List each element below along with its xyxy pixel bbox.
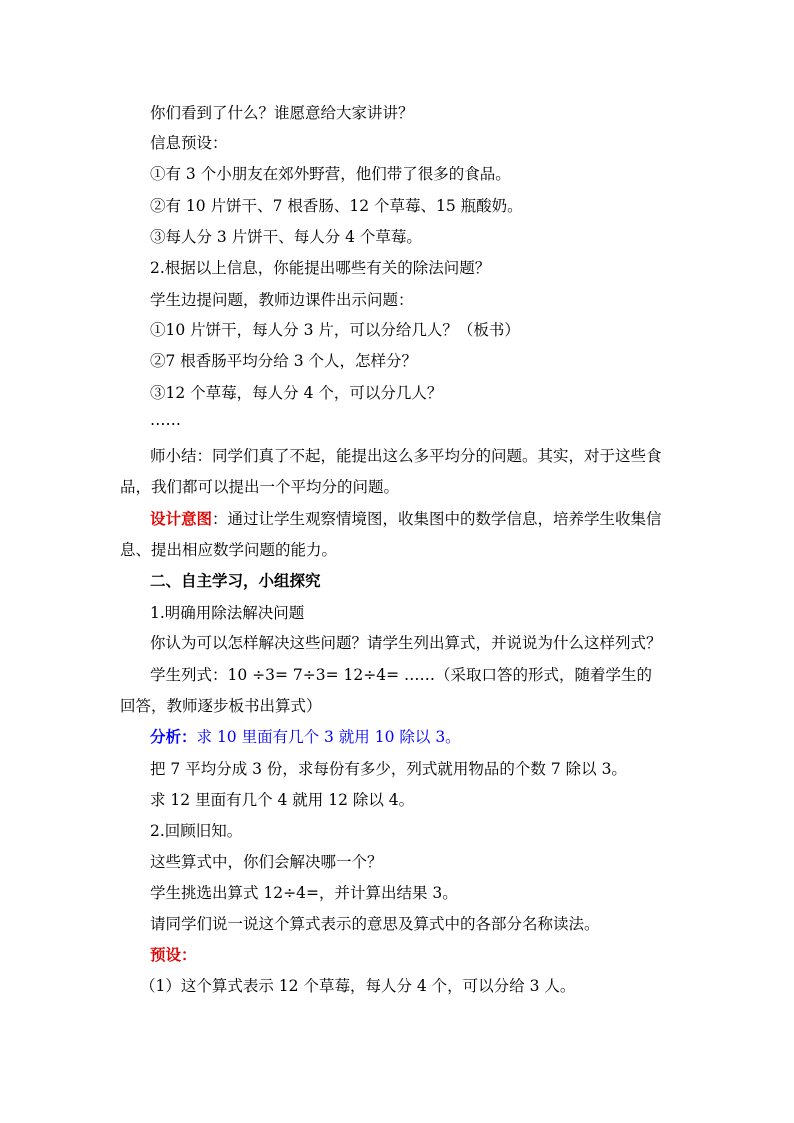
text-line: （1）这个算式表示 12 个草莓，每人分 4 个，可以分给 3 人。 xyxy=(140,977,576,995)
text-line: 求 12 里面有几个 4 就用 12 除以 4。 xyxy=(150,791,415,809)
text-line: 你认为可以怎样解决这些问题？请学生列出算式，并说说为什么这样列式？ xyxy=(150,634,662,652)
analysis-label: 分析： xyxy=(150,727,197,746)
text-line: ②7 根香肠平均分给 3 个人，怎样分？ xyxy=(150,352,418,370)
text-line: 学生列式：10 ÷3= 7÷3= 12÷4= ……（采取口答的形式，随着学生的 xyxy=(150,666,653,684)
design-intent-line xyxy=(150,509,710,529)
text-line: ①有 3 个小朋友在郊外野营，他们带了很多的食品。 xyxy=(150,165,511,183)
text-line: 请同学们说一说这个算式表示的意思及算式中的各部分名称读法。 xyxy=(150,915,600,933)
text-line: ③每人分 3 片饼干、每人分 4 个草莓。 xyxy=(150,228,422,246)
analysis-text: 求 10 里面有几个 3 就用 10 除以 3。 xyxy=(196,728,461,746)
text-line: 信息预设： xyxy=(150,134,228,152)
text-line: 品，我们都可以提出一个平均分的问题。 xyxy=(120,478,400,496)
design-intent-text: ：通过让学生观察情境图，收集图中的数学信息，培养学生收集信 xyxy=(212,510,662,528)
text-line: 师小结：同学们真了不起，能提出这么多平均分的问题。其实，对于这些食 xyxy=(150,447,662,465)
text-line: 2.根据以上信息，你能提出哪些有关的除法问题？ xyxy=(150,259,491,277)
preset-label: 预设： xyxy=(150,945,197,964)
text-line: ②有 10 片饼干、7 根香肠、12 个草莓、15 瓶酸奶。 xyxy=(150,197,523,215)
text-line: 学生挑选出算式 12÷4=，并计算出结果 3。 xyxy=(150,884,458,902)
analysis-line xyxy=(150,727,710,747)
text-line: 学生边提问题，教师边课件出示问题： xyxy=(150,291,414,309)
text-line: 息、提出相应数学问题的能力。 xyxy=(120,541,338,559)
text-line: 你们看到了什么？谁愿意给大家讲讲？ xyxy=(150,104,414,122)
text-line: 1.明确用除法解决问题 xyxy=(150,604,305,622)
design-intent-label: 设计意图 xyxy=(150,509,213,528)
text-line: 这些算式中，你们会解决哪一个？ xyxy=(150,853,383,871)
section-heading: 二、自主学习，小组探究 xyxy=(150,571,321,590)
ellipsis-line: …… xyxy=(150,411,181,429)
text-line: 2.回顾旧知。 xyxy=(150,822,243,840)
text-line: ③12 个草莓，每人分 4 个，可以分几人？ xyxy=(150,384,443,402)
text-line: 把 7 平均分成 3 份，求每份有多少，列式就用物品的个数 7 除以 3。 xyxy=(150,760,627,778)
text-line: 回答，教师逐步板书出算式） xyxy=(120,697,322,715)
text-line: ①10 片饼干，每人分 3 片，可以分给几人？（板书） xyxy=(150,321,520,339)
